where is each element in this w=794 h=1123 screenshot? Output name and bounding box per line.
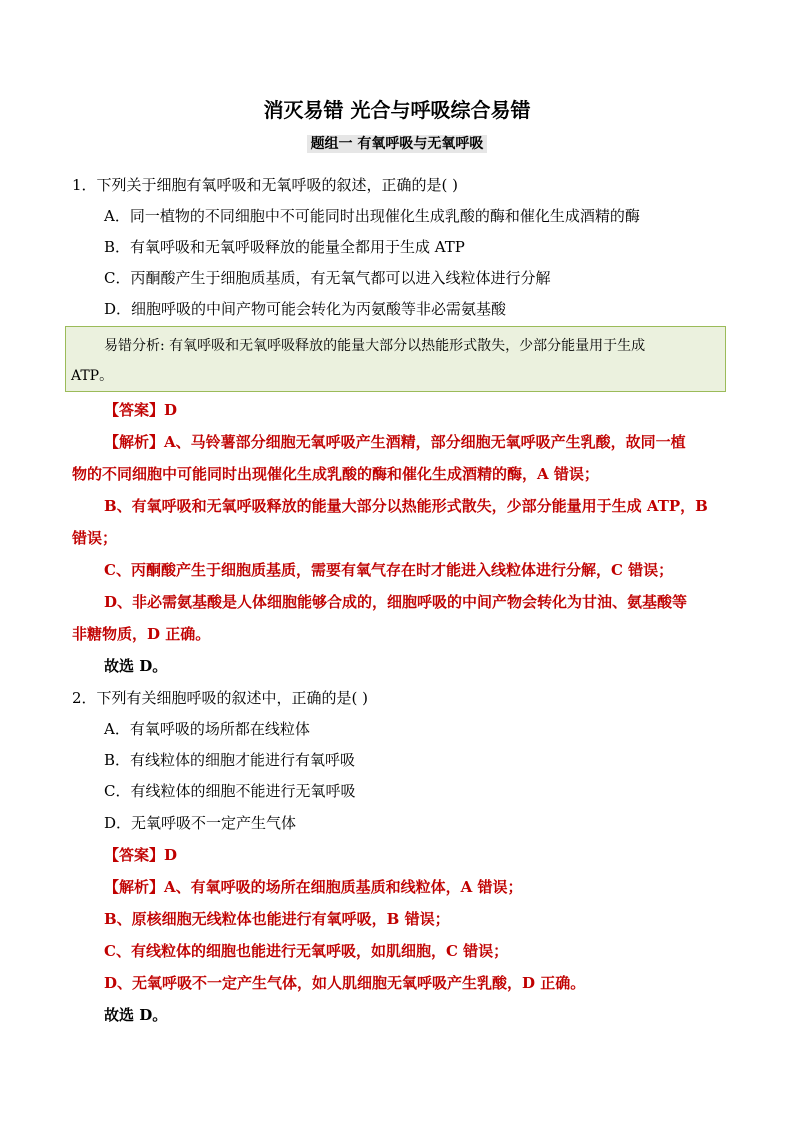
explanation-text: A、有氧呼吸的场所在细胞质基质和线粒体，A 错误； (164, 878, 523, 896)
group-title-text: 题组一 有氧呼吸与无氧呼吸 (307, 135, 488, 153)
question-1-explanation-line-1 (104, 432, 686, 452)
question-1-option-a: A．同一植物的不同细胞中不可能同时出现催化生成乳酸的酶和催化生成酒精的酶 (104, 207, 640, 225)
answer-label: 【答案】 (104, 401, 165, 419)
answer-value: D (164, 846, 178, 864)
question-2-explanation-line-2: B、原核细胞无线粒体也能进行有氧呼吸，B 错误； (104, 910, 450, 928)
question-2-conclusion: 故选 D。 (104, 1006, 168, 1024)
error-analysis-box (65, 326, 726, 392)
question-1-explanation-line-3: B、有氧呼吸和无氧呼吸释放的能量大部分以热能形式散失，少部分能量用于生成 ATP，B (104, 497, 708, 515)
question-2-explanation-line-3: C、有线粒体的细胞也能进行无氧呼吸，如肌细胞，C 错误； (104, 942, 509, 960)
question-2-option-b: B．有线粒体的细胞才能进行有氧呼吸 (104, 751, 356, 769)
explanation-label: 【解析】 (104, 878, 165, 896)
error-analysis-line-1: 易错分析: 有氧呼吸和无氧呼吸释放的能量大部分以热能形式散失，少部分能量用于生成 (104, 338, 646, 354)
error-analysis-line-2: ATP。 (71, 368, 114, 384)
answer-label: 【答案】 (104, 846, 165, 864)
question-1-explanation-line-7: 非糖物质，D 正确。 (72, 625, 211, 643)
question-2-stem: 2．下列有关细胞呼吸的叙述中，正确的是( ) (72, 689, 369, 707)
question-2-explanation-line-1 (104, 877, 523, 897)
answer-value: D (164, 401, 178, 419)
question-1-conclusion: 故选 D。 (104, 657, 168, 675)
question-1-option-d: D．细胞呼吸的中间产物可能会转化为丙氨酸等非必需氨基酸 (104, 300, 507, 318)
question-1-option-b: B．有氧呼吸和无氧呼吸释放的能量全都用于生成 ATP (104, 238, 465, 256)
page-title: 消灭易错 光合与呼吸综合易错 (263, 98, 531, 122)
question-1-answer (104, 400, 177, 420)
question-1-option-c: C．丙酮酸产生于细胞质基质，有无氧气都可以进入线粒体进行分解 (104, 269, 551, 287)
question-1-explanation-line-5: C、丙酮酸产生于细胞质基质，需要有氧气存在时才能进入线粒体进行分解，C 错误； (104, 561, 674, 579)
explanation-label: 【解析】 (104, 433, 165, 451)
question-1-stem: 1．下列关于细胞有氧呼吸和无氧呼吸的叙述，正确的是( ) (72, 176, 459, 194)
question-1-explanation-line-6: D、非必需氨基酸是人体细胞能够合成的，细胞呼吸的中间产物会转化为甘油、氨基酸等 (104, 593, 688, 611)
question-2-option-a: A．有氧呼吸的场所都在线粒体 (104, 720, 310, 738)
group-title (0, 135, 794, 153)
question-2-answer (104, 845, 177, 865)
question-1-explanation-line-4: 错误； (72, 529, 118, 547)
question-2-explanation-line-4: D、无氧呼吸不一定产生气体，如人肌细胞无氧呼吸产生乳酸，D 正确。 (104, 974, 586, 992)
explanation-text: A、马铃薯部分细胞无氧呼吸产生酒精，部分细胞无氧呼吸产生乳酸，故同一植 (164, 433, 686, 451)
question-2-option-d: D．无氧呼吸不一定产生气体 (104, 814, 297, 832)
question-2-option-c: C．有线粒体的细胞不能进行无氧呼吸 (104, 782, 356, 800)
question-1-explanation-line-2: 物的不同细胞中可能同时出现催化生成乳酸的酶和催化生成酒精的酶，A 错误； (72, 465, 599, 483)
